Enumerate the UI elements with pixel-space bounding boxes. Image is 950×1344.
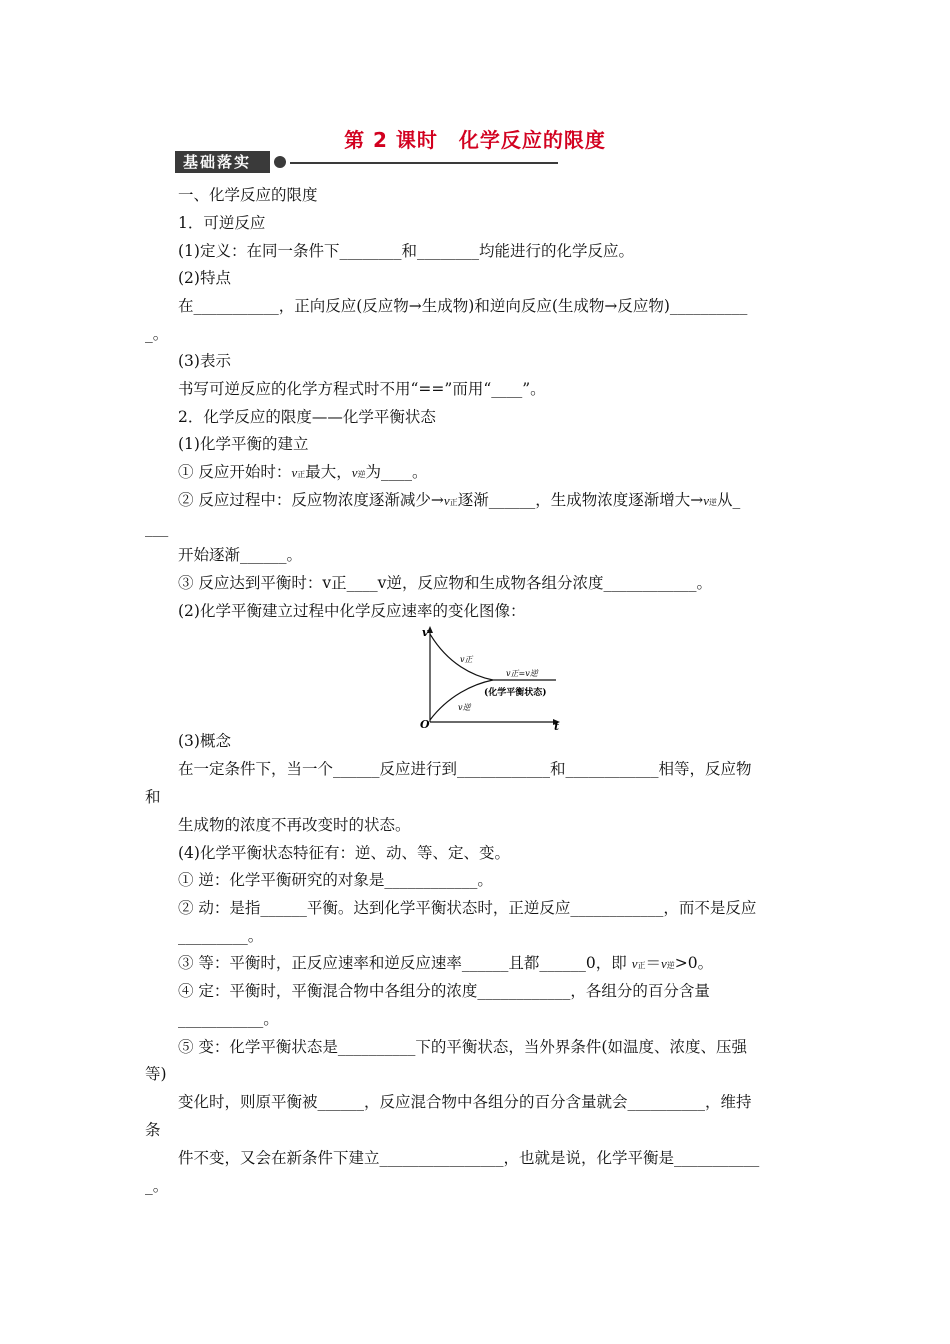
text-line: 一、化学反应的限度 [178,186,318,204]
forward-rate-label: v正 [460,655,473,664]
text-line: (2)化学平衡建立过程中化学反应速率的变化图像： [178,602,526,620]
text-line: _________。 [178,927,264,945]
equal-rate-label: v正=v逆 [506,669,538,678]
page-title: 第 2 课时 化学反应的限度 [344,128,606,152]
section-badge: 基础落实 [175,151,270,173]
equilibrium-label: (化学平衡状态) [484,688,547,698]
y-axis-label: v [422,626,429,639]
section-divider [290,162,558,164]
text-line: 开始逐渐______。 [178,546,303,564]
text-line: 和 [145,788,161,806]
origin-label: O [420,718,430,731]
text-line-rate-process: ② 反应过程中：反应物浓度逐渐减少→v正逐渐______，生成物浓度逐渐增大→v逆从_ [178,491,741,509]
text-line: (2)特点 [178,269,231,287]
text-line: 条 [145,1121,161,1139]
text-line: (3)表示 [178,352,231,370]
rate-time-graph [418,624,578,734]
text-line: ④ 定：平衡时，平衡混合物中各组分的浓度____________，各组分的百分含量 [178,982,710,1000]
text-line: (4)化学平衡状态特征有：逆、动、等、定、变。 [178,844,510,862]
text-line: 1．可逆反应 [178,214,266,232]
text-line: _。 [145,325,169,343]
reverse-rate-label: v逆 [458,703,471,712]
text-line: 等) [145,1065,167,1083]
text-line: 在一定条件下，当一个______反应进行到____________和____________相等，反应物 [178,760,752,778]
text-line: _。 [145,1177,169,1195]
text-line-equal: ③ 等：平衡时，正反应速率和逆反应速率______且都______0，即 v正＝v逆>0。 [178,954,714,972]
badge-dot [274,156,286,168]
text-line: (1)化学平衡的建立 [178,435,309,453]
reverse-rate-curve [430,680,493,720]
text-line: (1)定义：在同一条件下________和________均能进行的化学反应。 [178,242,634,260]
text-line: 变化时，则原平衡被______，反应混合物中各组分的百分含量就会__________，维持 [178,1093,752,1111]
text-line: (3)概念 [178,732,231,750]
text-line: ② 动：是指______平衡。达到化学平衡状态时，正逆反应____________，而不是反应 [178,899,757,917]
text-line: 2．化学反应的限度——化学平衡状态 [178,408,436,426]
text-line: ① 逆：化学平衡研究的对象是____________。 [178,871,493,889]
text-line: 件不变，又会在新条件下建立________________，也就是说，化学平衡是___________ [178,1149,760,1167]
text-line: 生成物的浓度不再改变时的状态。 [178,816,411,834]
text-line: ___________。 [178,1010,279,1028]
text-line: ③ 反应达到平衡时：v正____v逆，反应物和生成物各组分浓度____________。 [178,574,712,592]
text-line: 在___________，正向反应(反应物→生成物)和逆向反应(生成物→反应物)__________ [178,297,748,315]
text-line: 书写可逆反应的化学方程式时不用“==”而用“____”。 [178,380,546,398]
text-line: ___ [145,519,169,537]
text-line: ⑤ 变：化学平衡状态是__________下的平衡状态，当外界条件(如温度、浓度、压强 [178,1038,747,1056]
text-line-rate-start: ① 反应开始时：v正最大，v逆为____。 [178,463,428,481]
x-axis-label: t [554,720,560,733]
